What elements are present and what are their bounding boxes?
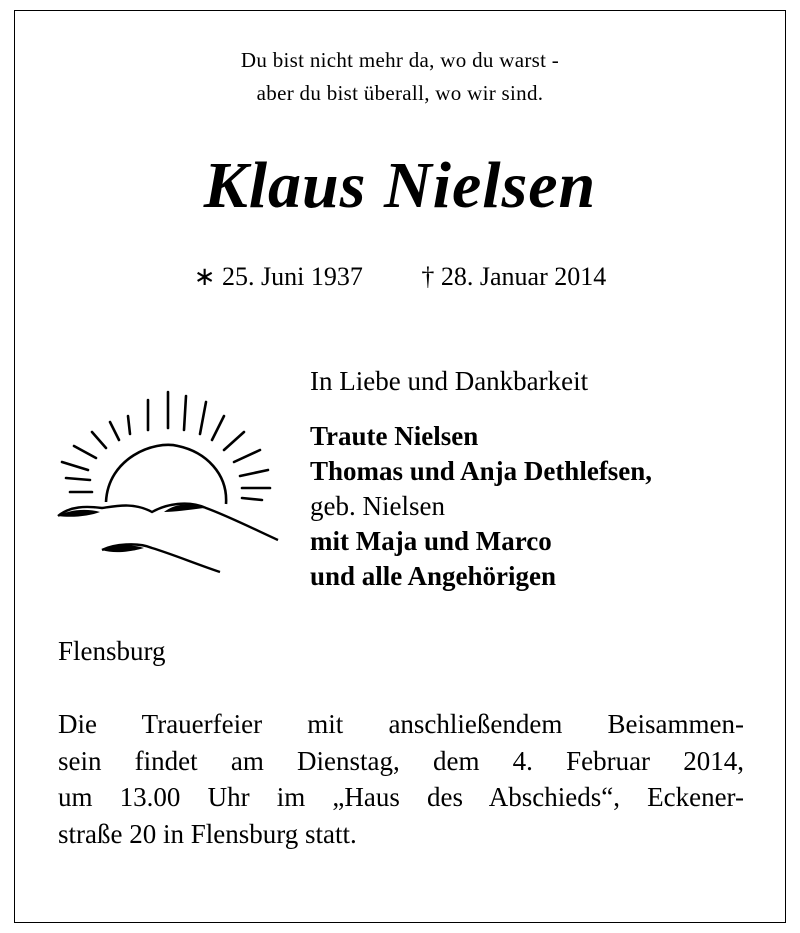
mourner-line: Thomas und Anja Dethlefsen, (310, 456, 653, 486)
ceremony-line: Die Trauerfeier mit anschließendem Beisammen- (58, 709, 744, 739)
ceremony-line: straße 20 in Flensburg statt. (58, 818, 357, 849)
motto-line-1: Du bist nicht mehr da, wo du warst - (240, 48, 560, 72)
city: Flensburg (58, 636, 166, 666)
birth-date: ∗ 25. Juni 1937 (193, 262, 363, 291)
ceremony-line: um 13.00 Uhr im „Haus des Abschieds“, Eckener- (58, 782, 744, 812)
mourner-line: und alle Angehörigen (310, 561, 557, 591)
ceremony-text (58, 706, 744, 852)
mourner-line: Traute Nielsen (310, 421, 479, 451)
ceremony-line: sein findet am Dienstag, dem 4. Februar 2014, (58, 745, 744, 776)
death-date: † 28. Januar 2014 (421, 262, 607, 291)
motto (0, 44, 800, 110)
mourners-intro: In Liebe und Dankbarkeit (310, 366, 589, 396)
sunset-icon (56, 388, 282, 580)
deceased-name: Klaus Nielsen (203, 149, 597, 222)
mourner-line: geb. Nielsen (310, 491, 445, 521)
mourners-block (310, 364, 780, 594)
motto-line-2: aber du bist überall, wo wir sind. (256, 81, 544, 105)
mourner-line: mit Maja und Marco (310, 526, 552, 556)
life-dates (0, 262, 800, 292)
